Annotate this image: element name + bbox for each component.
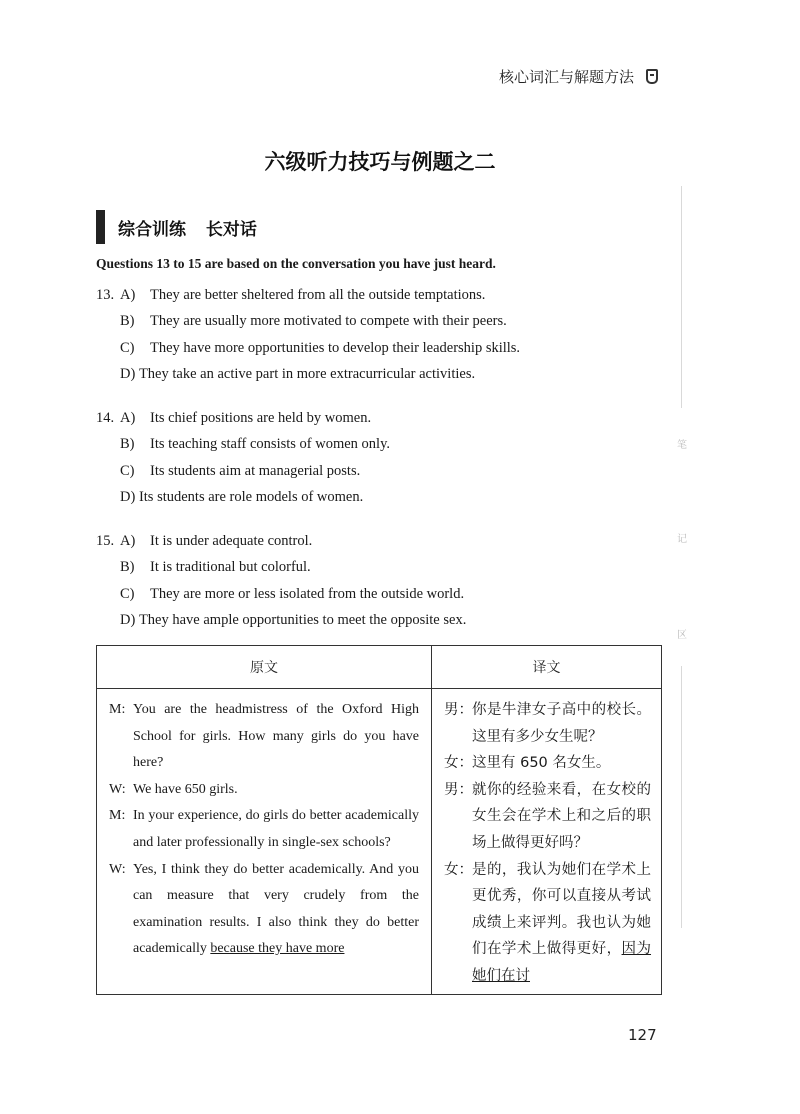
question-number: 13.	[96, 286, 115, 303]
dialogue-turn	[444, 750, 651, 777]
option-letter: C)	[120, 585, 135, 602]
notes-margin-char: 记	[677, 534, 687, 545]
question-15	[96, 528, 676, 634]
underlined-key-phrase: because they have more	[210, 941, 345, 957]
transcript-table	[96, 645, 662, 995]
section-heading	[96, 210, 257, 244]
question-13	[96, 282, 676, 388]
running-header	[499, 66, 658, 87]
option-14c	[96, 458, 676, 485]
utterance-wrapper	[472, 857, 651, 990]
option-text: They have more opportunities to develop their leadership skills.	[150, 339, 521, 356]
option-13c	[96, 335, 676, 362]
speaker-label: M:	[109, 702, 126, 717]
section-marker	[96, 210, 105, 244]
dialogue-turn	[109, 697, 419, 777]
utterance: 你是牛津女子高中的校长。这里有多少女生呢？	[472, 702, 651, 745]
option-letter: A)	[120, 409, 136, 426]
utterance: We have 650 girls.	[133, 781, 238, 797]
option-14d	[96, 485, 676, 512]
speaker-label: 男：	[444, 781, 473, 798]
option-14a	[96, 405, 676, 432]
option-15c	[96, 581, 676, 608]
column-header-original: 原文	[97, 646, 432, 689]
speaker-label: 女：	[444, 755, 473, 772]
section-label: 综合训练 长对话	[118, 219, 257, 240]
option-letter: A)	[120, 286, 136, 303]
dialogue-turn	[444, 857, 651, 990]
notes-margin-char: 区	[677, 630, 687, 641]
option-text: It is traditional but colorful.	[150, 559, 311, 576]
utterance: Yes, I think they do better academically. And you can measure that very crudely from the examination results. I also think they do better academically	[133, 861, 419, 957]
underlined-key-phrase: 因为她们在讨	[472, 941, 652, 984]
option-text: They are better sheltered from all the outside temptations.	[150, 286, 486, 303]
option-letter: B)	[120, 436, 135, 453]
option-15d	[96, 608, 676, 635]
option-text: They are more or less isolated from the outside world.	[150, 585, 465, 602]
option-letter: D)	[120, 366, 136, 383]
option-text: They are usually more motivated to compete with their peers.	[150, 313, 507, 330]
column-header-translation: 译文	[432, 646, 662, 689]
question-prompt: Questions 13 to 15 are based on the conversation you have just heard.	[96, 256, 496, 271]
option-letter: C)	[120, 462, 135, 479]
utterance: 这里有 650 名女生。	[472, 755, 611, 772]
option-text: It is under adequate control.	[150, 532, 313, 549]
original-cell	[97, 689, 432, 995]
page-title: 六级听力技巧与例题之二	[264, 150, 496, 174]
dialogue-turn	[109, 857, 419, 963]
speaker-label: W:	[109, 781, 126, 797]
utterance: 就你的经验来看，在女校的女生会在学术上和之后的职场上做得更好吗？	[472, 781, 651, 851]
option-text: Its teaching staff consists of women only.	[150, 436, 391, 453]
option-15b	[96, 555, 676, 582]
utterance: 是的，我认为她们在学术上更优秀，你可以直接从考试成绩上来评判。我也认为她们在学术上做得更好，	[472, 861, 651, 958]
header-text: 核心词汇与解题方法	[498, 68, 634, 86]
option-14b	[96, 432, 676, 459]
notes-margin-char: 笔	[677, 440, 687, 451]
option-letter: D)	[120, 489, 136, 506]
dialogue-turn	[444, 697, 651, 750]
translation-cell	[432, 689, 662, 995]
question-number: 15.	[96, 532, 115, 549]
option-letter: B)	[120, 559, 135, 576]
option-text: Its students are role models of women.	[138, 489, 364, 506]
option-13b	[96, 309, 676, 336]
question-list	[96, 282, 676, 651]
option-13a	[96, 282, 676, 309]
speaker-label: W:	[109, 861, 126, 877]
option-letter: C)	[120, 339, 135, 356]
speaker-label: 男：	[444, 702, 473, 718]
option-text: They take an active part in more extracurricular activities.	[138, 366, 476, 383]
speaker-label: 女：	[444, 861, 473, 878]
option-letter: D)	[120, 612, 136, 629]
utterance: In your experience, do girls do better academically and later professionally in single-sex schools?	[133, 808, 419, 850]
option-letter: B)	[120, 313, 135, 330]
utterance: You are the headmistress of the Oxford High School for girls. How many girls do you have here?	[133, 702, 419, 771]
dialogue-turn	[109, 803, 419, 856]
page-number: 127	[628, 1026, 657, 1044]
speaker-label: M:	[109, 808, 126, 824]
option-letter: A)	[120, 532, 136, 549]
notes-margin-line	[681, 666, 682, 928]
option-text: Its chief positions are held by women.	[150, 409, 372, 426]
utterance-wrapper	[133, 857, 419, 963]
question-14	[96, 405, 676, 511]
option-15a	[96, 528, 676, 555]
dialogue-turn	[109, 777, 419, 804]
dialogue-turn	[444, 777, 651, 857]
notes-margin-line	[681, 186, 682, 408]
option-text: They have ample opportunities to meet the opposite sex.	[138, 612, 467, 629]
book-icon	[646, 69, 658, 84]
option-13d	[96, 362, 676, 389]
option-text: Its students aim at managerial posts.	[150, 462, 361, 479]
question-number: 14.	[96, 409, 115, 426]
